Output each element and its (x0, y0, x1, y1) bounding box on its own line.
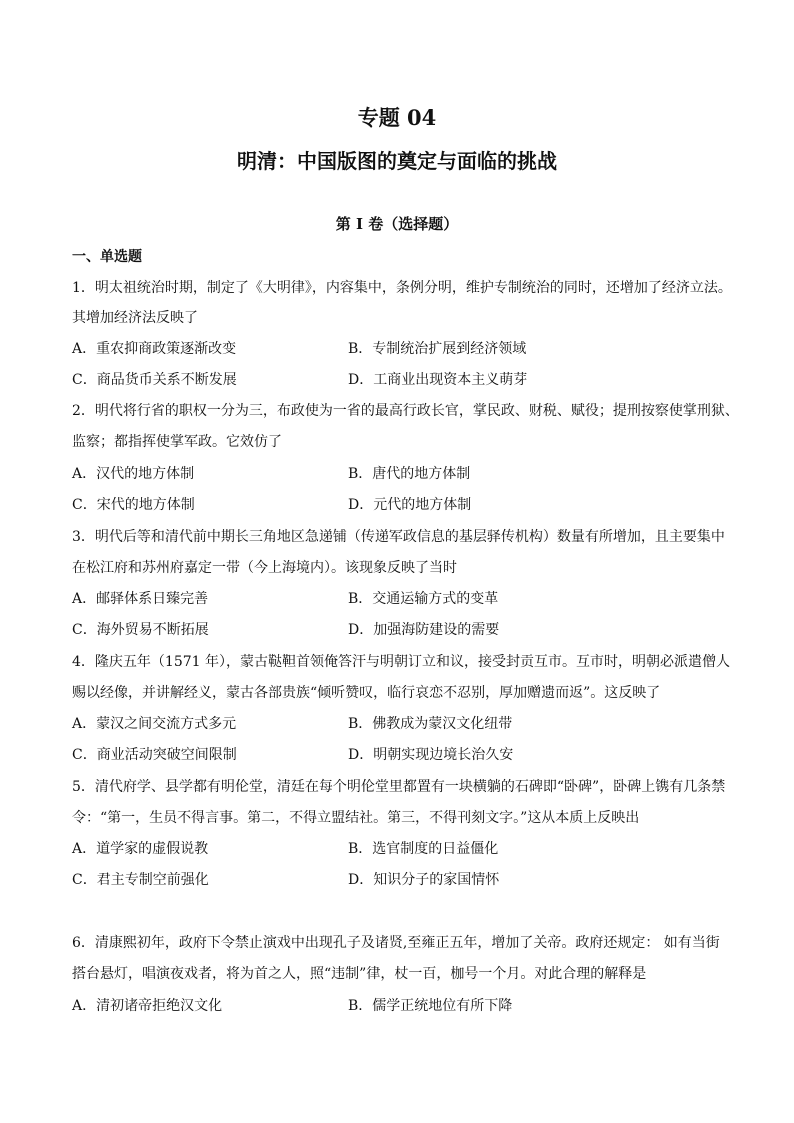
question-2-line-2: 监察；都指挥使掌军政。它效仿了 (72, 434, 282, 450)
question-2-option-c[interactable]: C．宋代的地方体制 (72, 497, 195, 513)
question-6-option-a[interactable]: A．清初诸帝拒绝汉文化 (72, 998, 223, 1014)
question-1-line-1: 1．明太祖统治时期，制定了《大明律》，内容集中，条例分明，维护专制统治的同时，还增加了经济立法。 (72, 280, 732, 296)
question-5-option-b[interactable]: B．选官制度的日益僵化 (348, 841, 499, 857)
question-5-option-d[interactable]: D．知识分子的家国情怀 (348, 872, 500, 888)
question-3-option-d[interactable]: D．加强海防建设的需要 (348, 622, 500, 638)
question-6-option-b[interactable]: B．儒学正统地位有所下降 (348, 998, 513, 1014)
question-1-option-d[interactable]: D．工商业出现资本主义萌芽 (348, 372, 528, 388)
question-3-option-b[interactable]: B．交通运输方式的变革 (348, 591, 499, 607)
page-subtitle: 明清：中国版图的奠定与面临的挑战 (237, 149, 557, 173)
question-2-line-1: 2．明代将行省的职权一分为三，布政使为一省的最高行政长官，掌民政、财税、赋役；提刑按察使掌刑狱、 (72, 403, 739, 419)
question-4-option-c[interactable]: C．商业活动突破空间限制 (72, 747, 237, 763)
question-6-line-2: 搭台悬灯，唱演夜戏者，将为首之人，照“违制”律，杖一百，枷号一个月。对此合理的解释是 (72, 966, 647, 982)
question-6-line-1: 6．清康熙初年，政府下令禁止演戏中出现孔子及诸贤,至雍正五年，增加了关帝。政府还规定： 如有当街 (72, 935, 720, 951)
question-1-option-a[interactable]: A．重农抑商政策逐渐改变 (72, 341, 237, 357)
section-heading: 一、单选题 (72, 249, 142, 265)
question-2-option-b[interactable]: B．唐代的地方体制 (348, 466, 471, 482)
question-5-option-a[interactable]: A．道学家的虚假说教 (72, 841, 209, 857)
question-3-line-1: 3．明代后等和清代前中期长三角地区急递铺（传递军政信息的基层驿传机构）数量有所增加，且主要集中 (72, 529, 725, 545)
question-4-option-b[interactable]: B．佛教成为蒙汉文化纽带 (348, 716, 513, 732)
question-1-option-c[interactable]: C．商品货币关系不断发展 (72, 372, 237, 388)
question-1-line-2: 其增加经济法反映了 (72, 310, 198, 326)
topic-title: 专题 04 (357, 105, 437, 130)
question-3-line-2: 在松江府和苏州府嘉定一带（今上海境内）。该现象反映了当时 (72, 560, 457, 576)
question-5-line-2: 令：“第一，生员不得言事。第二，不得立盟结社。第三，不得刊刻文字。”这从本质上反映出 (72, 810, 640, 826)
question-2-option-a[interactable]: A．汉代的地方体制 (72, 466, 195, 482)
question-1-option-b[interactable]: B．专制统治扩展到经济领域 (348, 341, 527, 357)
question-3-option-a[interactable]: A．邮驿体系日臻完善 (72, 591, 209, 607)
question-4-line-2: 赐以经像，并讲解经义，蒙古各部贵族“倾听赞叹，临行哀恋不忍别，厚加赠遗而返”。这反映了 (72, 685, 661, 701)
question-5-option-c[interactable]: C．君主专制空前强化 (72, 872, 209, 888)
question-5-line-1: 5．清代府学、县学都有明伦堂，清廷在每个明伦堂里都置有一块横躺的石碑即“卧碑”，卧碑上镌有几条禁 (72, 779, 726, 795)
question-4-option-a[interactable]: A．蒙汉之间交流方式多元 (72, 716, 237, 732)
volume-heading: 第 I 卷（选择题） (335, 215, 459, 233)
question-4-line-1: 4．隆庆五年（1571 年），蒙古鞑靼首领俺答汗与明朝订立和议，接受封贡互市。互市时，明朝必派遣僧人 (72, 654, 730, 670)
question-3-option-c[interactable]: C．海外贸易不断拓展 (72, 622, 209, 638)
question-2-option-d[interactable]: D．元代的地方体制 (348, 497, 472, 513)
question-4-option-d[interactable]: D．明朝实现边境长治久安 (348, 747, 514, 763)
